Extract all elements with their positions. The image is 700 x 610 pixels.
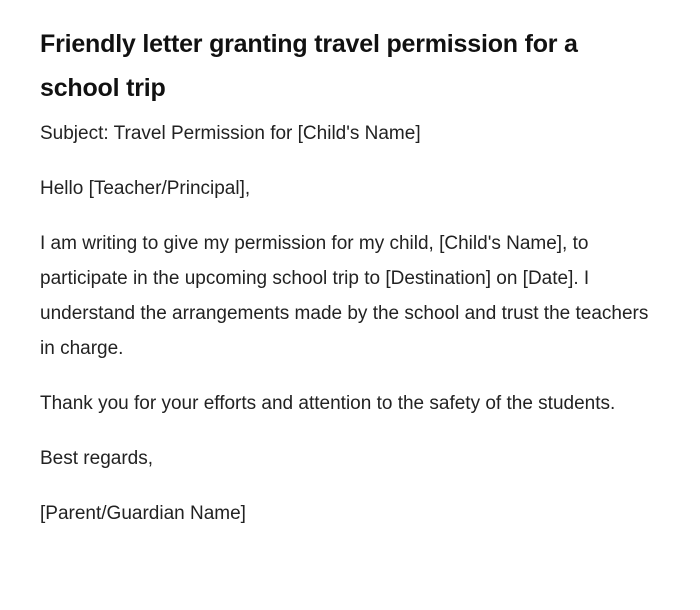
letter-title: Friendly letter granting travel permission for a school trip <box>40 30 578 102</box>
letter-subject: Subject: Travel Permission for [Child's Name] <box>40 123 421 144</box>
letter-body-paragraph-2: Thank you for your efforts and attention to the safety of the students. <box>40 393 616 414</box>
letter-body-paragraph-1: I am writing to give my permission for my child, [Child's Name], to participate in the upcoming school trip to [Destination] on [Date]. I understand the arrangements made by the school and trust the teachers in charge. <box>40 233 649 359</box>
letter-signature: [Parent/Guardian Name] <box>40 503 246 524</box>
letter-greeting: Hello [Teacher/Principal], <box>40 178 251 199</box>
letter-closing: Best regards, <box>40 448 153 469</box>
